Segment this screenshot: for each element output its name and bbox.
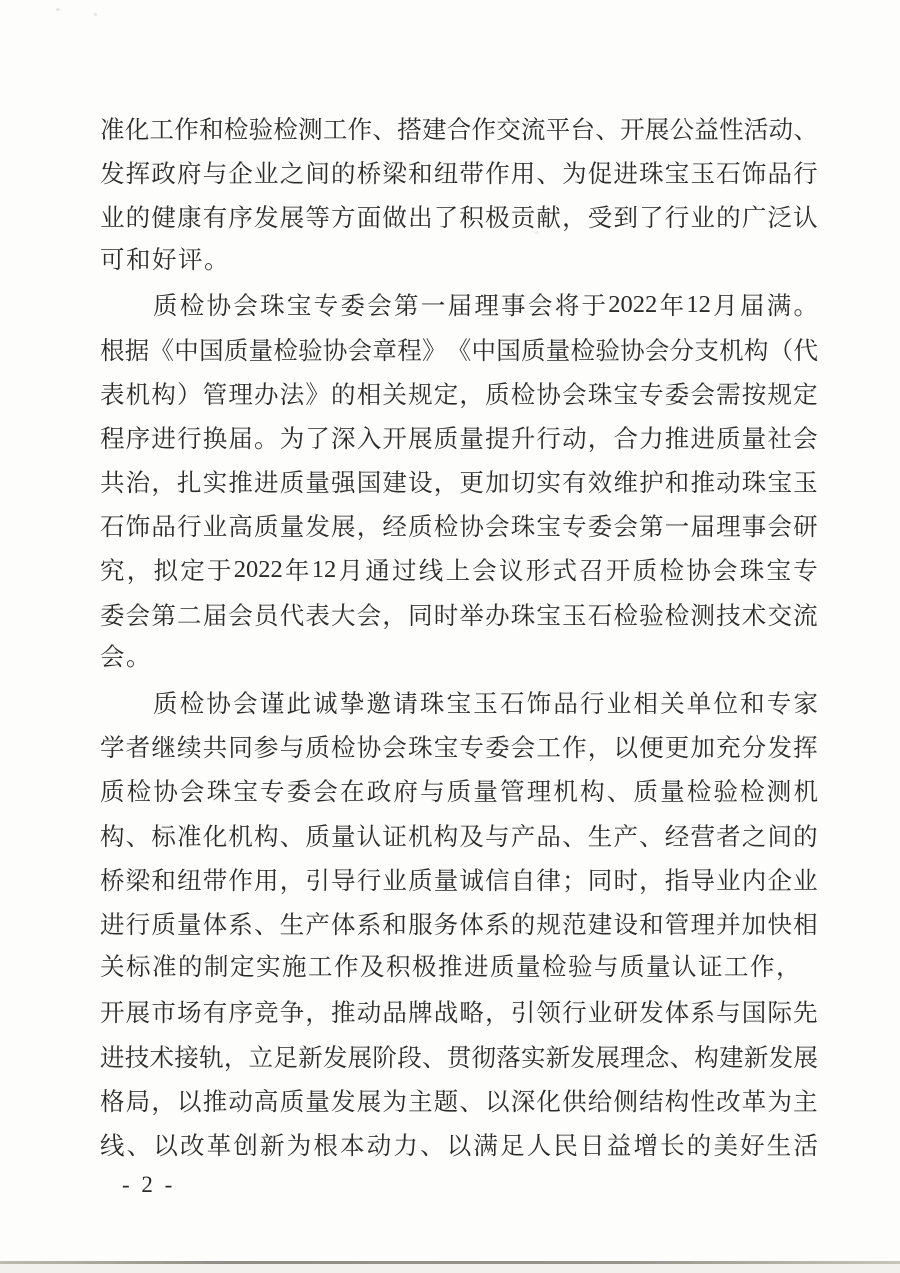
text-line: 究 ， 拟 定 于 2022 年 12 月 通 过 线 上 会 议 形 式 召 开 质 检 协 会 珠 宝 专: [100, 555, 818, 586]
text-line: 学 者 继 续 共 同 参 与 质 检 协 会 珠 宝 专 委 会 工 作 ， 以 便 更 加 充 分 发 挥: [100, 735, 818, 763]
text-line: 准 化 工 作 和 检 验 检 测 工 作 、 搭 建 合 作 交 流 平 台 、 开 展 公 益 性 活 动 、: [100, 116, 818, 144]
text-line: 开 展 市 场 有 序 竞 争 ， 推 动 品 牌 战 略 ， 引 领 行 业 研 发 体 系 与 国 际 先: [100, 1000, 818, 1028]
page-number: - 2 -: [122, 1172, 176, 1197]
text-line: 表 机 构 ） 管 理 办 法 》 的 相 关 规 定 ， 质 检 协 会 珠 宝 专 委 会 需 按 规 定: [100, 381, 818, 409]
text-line: 质 检 协 会 珠 宝 专 委 会 第 一 届 理 事 会 将 于 2022 年 12 月 届 满 。: [153, 290, 818, 321]
text-line: 会。: [100, 644, 152, 672]
text-line: 石 饰 品 行 业 高 质 量 发 展 ， 经 质 检 协 会 珠 宝 专 委 会 第 一 届 理 事 会 研: [100, 514, 818, 542]
text-line: 程 序 进 行 换 届 。 为 了 深 入 开 展 质 量 提 升 行 动 ， 合 力 推 进 质 量 社 会: [100, 425, 818, 453]
text-line: 线 、 以 改 革 创 新 为 根 本 动 力 、 以 满 足 人 民 日 益 增 长 的 美 好 生 活: [100, 1132, 818, 1160]
scan-speckle: [56, 8, 60, 11]
document-body: [100, 106, 818, 1167]
text-line: 质 检 协 会 珠 宝 专 委 会 在 政 府 与 质 量 管 理 机 构 、 质 量 检 验 检 测 机: [100, 779, 818, 807]
scan-speckle: [534, 231, 539, 234]
text-line: 委 会 第 二 届 会 员 代 表 大 会 ， 同 时 举 办 珠 宝 玉 石 检 验 检 测 技 术 交 流: [100, 602, 818, 630]
text-line: 格 局 ， 以 推 动 高 质 量 发 展 为 主 题 、 以 深 化 供 给 侧 结 构 性 改 革 为 主: [100, 1088, 818, 1116]
text-line: 可和好评。: [100, 246, 230, 274]
text-line: 质 检 协 会 谨 此 诚 挚 邀 请 珠 宝 玉 石 饰 品 行 业 相 关 单 位 和 专 家: [153, 691, 818, 719]
text-line: 关标准的制定实施工作及积极推进质量检验与质量认证工作，: [100, 953, 802, 981]
text-line: 业 的 健 康 有 序 发 展 等 方 面 做 出 了 积 极 贡 献 ， 受 到 了 行 业 的 广 泛 认: [100, 204, 818, 232]
scan-speckle: [94, 13, 97, 16]
text-line: 发 挥 政 府 与 企 业 之 间 的 桥 梁 和 纽 带 作 用 、 为 促 进 珠 宝 玉 石 饰 品 行: [100, 160, 818, 188]
text-line: 共 治 ， 扎 实 推 进 质 量 强 国 建 设 ， 更 加 切 实 有 效 维 护 和 推 动 珠 宝 玉: [100, 470, 818, 498]
text-line: 进 技 术 接 轨 ， 立 足 新 发 展 阶 段 、 贯 彻 落 实 新 发 展 理 念 、 构 建 新 发 展: [100, 1044, 818, 1072]
text-line: 桥 梁 和 纽 带 作 用 ， 引 导 行 业 质 量 诚 信 自 律 ； 同 时 ， 指 导 业 内 企 业: [100, 867, 818, 895]
text-line: 根 据 《 中 国 质 量 检 验 协 会 章 程 》 《 中 国 质 量 检 验 协 会 分 支 机 构 （ 代: [100, 337, 818, 365]
scan-below-edge: [0, 1264, 900, 1273]
text-line: 进 行 质 量 体 系 、 生 产 体 系 和 服 务 体 系 的 规 范 建 设 和 管 理 并 加 快 相: [100, 911, 818, 939]
text-line: 构 、 标 准 化 机 构 、 质 量 认 证 机 构 及 与 产 品 、 生 产 、 经 营 者 之 间 的: [100, 823, 818, 851]
